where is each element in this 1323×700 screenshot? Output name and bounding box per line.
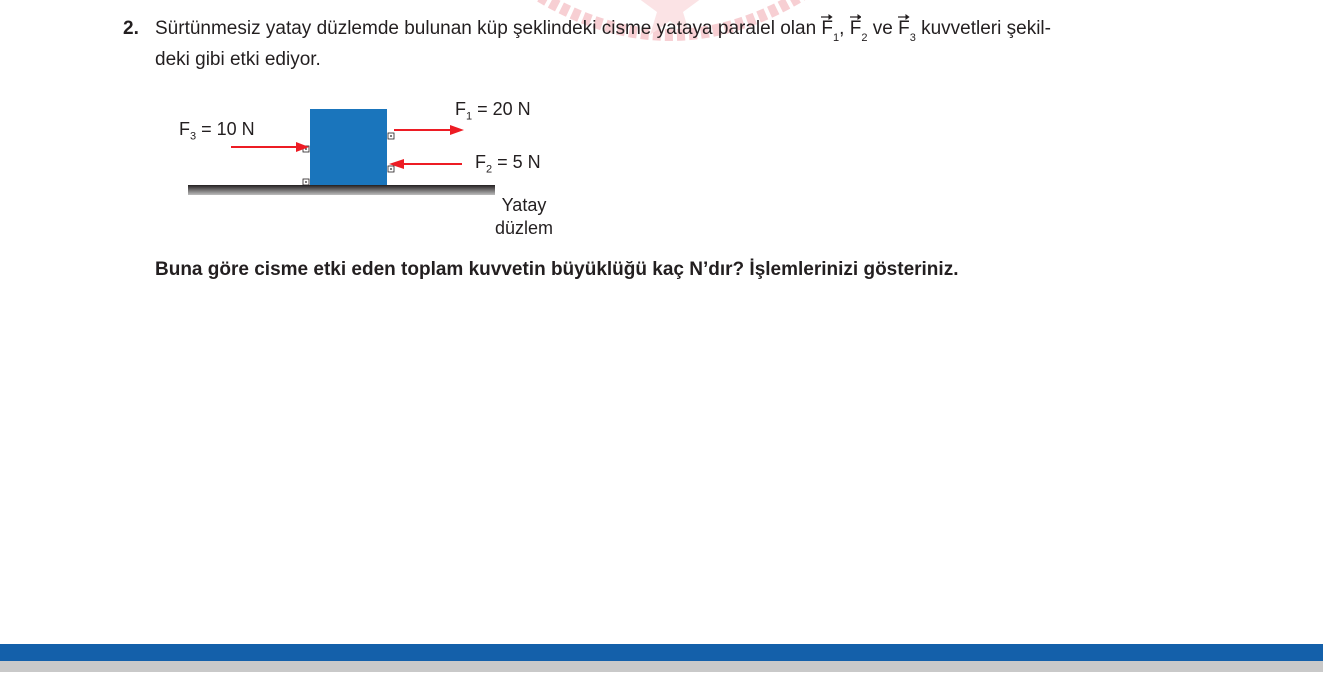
footer-blue-bar [0,644,1323,661]
ground-plane [188,185,495,195]
question-number: 2. [123,18,139,39]
vector-f3: F [898,18,910,40]
f3-label: $F_3 = 10$ N [179,119,255,143]
question-line-1: Sürtünmesiz yatay düzlemde bulunan küp şeklindeki cisme yataya paralel olan $F_1$, $F_2$ ve $F_3$ kuvvetleri şekil- [155,18,1051,42]
f1-label: $F_1 = 20$ N [455,99,531,123]
f2-arrow [389,159,462,169]
vector-f2: F [850,18,862,40]
question-line-2: deki gibi etki ediyor. [155,49,321,70]
f1-arrow [394,125,464,135]
vector-arrow-icon [821,13,833,21]
footer-blank [0,672,1323,700]
plane-label-line-2: düzlem [494,218,554,238]
footer-gray-bar [0,661,1323,672]
question-prompt: Buna göre cisme etki eden toplam kuvvetin büyüklüğü kaç N’dır? İşlemlerinizi gösteriniz. [155,259,959,280]
vector-arrow-icon [898,13,910,21]
vector-arrow-icon [850,13,862,21]
f3-arrow [231,142,309,152]
f2-label: $F_2 = 5$ N [475,152,541,176]
vector-f1: F [821,18,833,40]
plane-label-line-1: Yatay [501,195,547,215]
cube [310,109,387,185]
force-diagram [0,0,700,250]
question-text: Sürtünmesiz yatay düzlemde bulunan küp şeklindeki cisme yataya paralel olan [155,18,817,39]
